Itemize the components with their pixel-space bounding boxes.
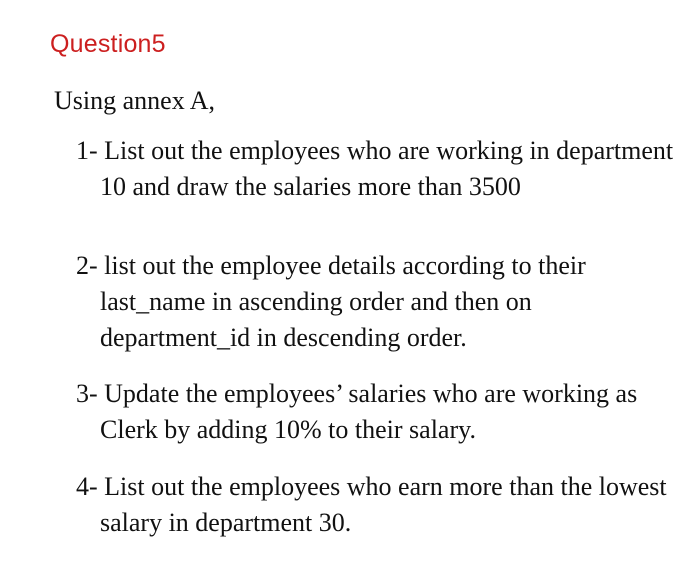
list-item: 4- List out the employees who earn more than the lowest salary in department 30. — [76, 472, 667, 537]
list-item: 1- List out the employees who are working in department 10 and draw the salaries more than 3500 — [76, 136, 674, 201]
question-intro: Using annex A, — [54, 86, 216, 115]
list-item: 2- list out the employee details according to their last_name in ascending order and then on department_id in descending order. — [76, 251, 586, 352]
question-title: Question5 — [50, 30, 166, 58]
list-item: 3- Update the employees’ salaries who are working as Clerk by adding 10% to their salary. — [76, 379, 638, 444]
